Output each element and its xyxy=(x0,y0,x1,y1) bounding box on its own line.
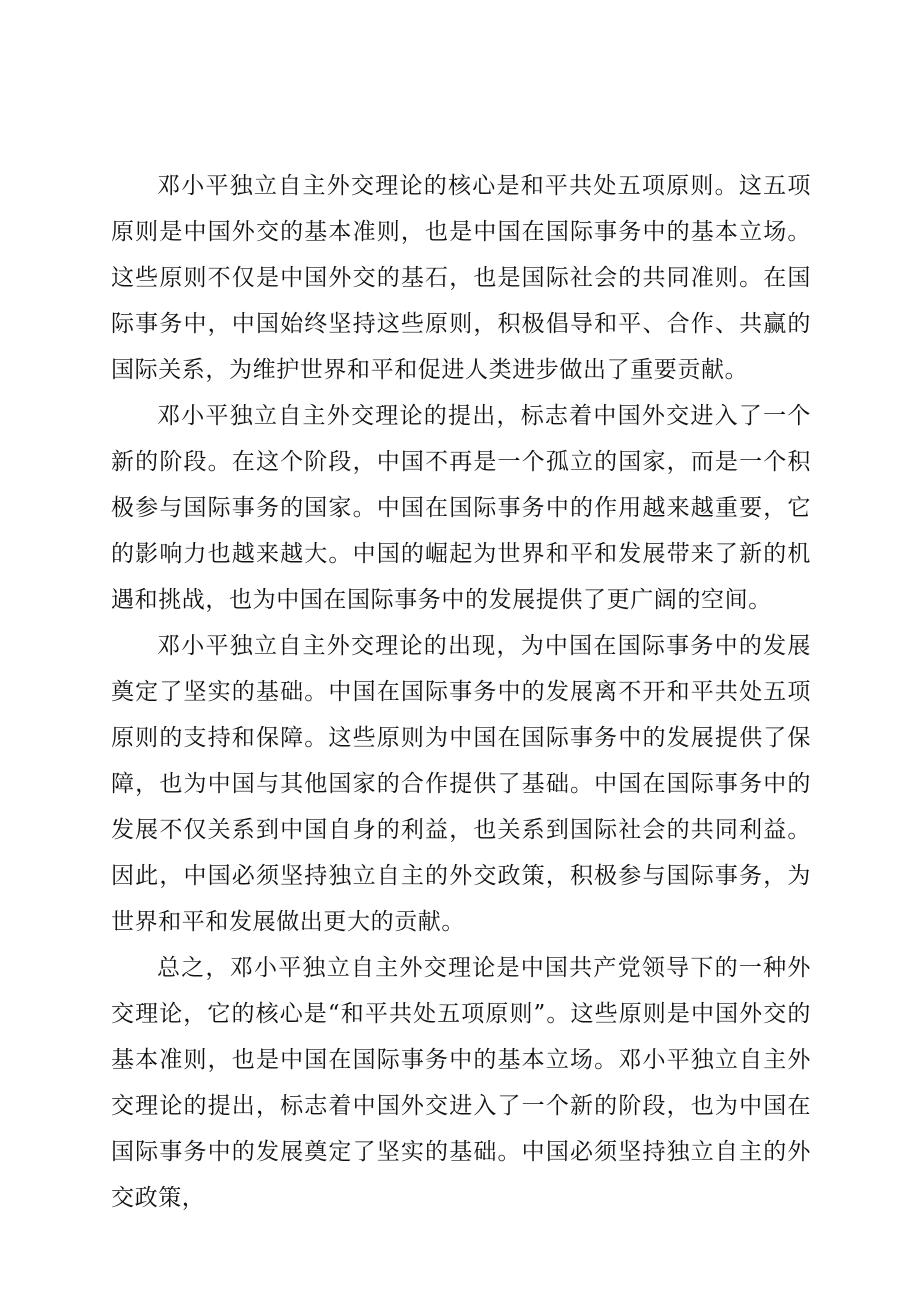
paragraph-4: 总之，邓小平独立自主外交理论是中国共产党领导下的一种外交理论，它的核心是“和平共处五项原则”。这些原则是中国外交的基本准则，也是中国在国际事务中的基本立场。邓小平独立自主外交理论的提出，标志着中国外交进入了一个新的阶段，也为中国在国际事务中的发展奠定了坚实的基础。中国必须坚持独立自主的外交政策， xyxy=(111,955,811,1211)
document-body xyxy=(111,163,811,1221)
paragraph-3: 邓小平独立自主外交理论的出现，为中国在国际事务中的发展奠定了坚实的基础。中国在国际事务中的发展离不开和平共处五项原则的支持和保障。这些原则为中国在国际事务中的发展提供了保障，也为中国与其他国家的合作提供了基础。中国在国际事务中的发展不仅关系到中国自身的利益，也关系到国际社会的共同利益。因此，中国必须坚持独立自主的外交政策，积极参与国际事务，为世界和平和发展做出更大的贡献。 xyxy=(111,633,811,935)
paragraph-2: 邓小平独立自主外交理论的提出，标志着中国外交进入了一个新的阶段。在这个阶段，中国不再是一个孤立的国家，而是一个积极参与国际事务的国家。中国在国际事务中的作用越来越重要，它的影响力也越来越大。中国的崛起为世界和平和发展带来了新的机遇和挑战，也为中国在国际事务中的发展提供了更广阔的空间。 xyxy=(111,403,811,613)
paragraph-1: 邓小平独立自主外交理论的核心是和平共处五项原则。这五项原则是中国外交的基本准则，也是中国在国际事务中的基本立场。这些原则不仅是中国外交的基石，也是国际社会的共同准则。在国际事务中，中国始终坚持这些原则，积极倡导和平、合作、共赢的国际关系，为维护世界和平和促进人类进步做出了重要贡献。 xyxy=(111,173,811,383)
